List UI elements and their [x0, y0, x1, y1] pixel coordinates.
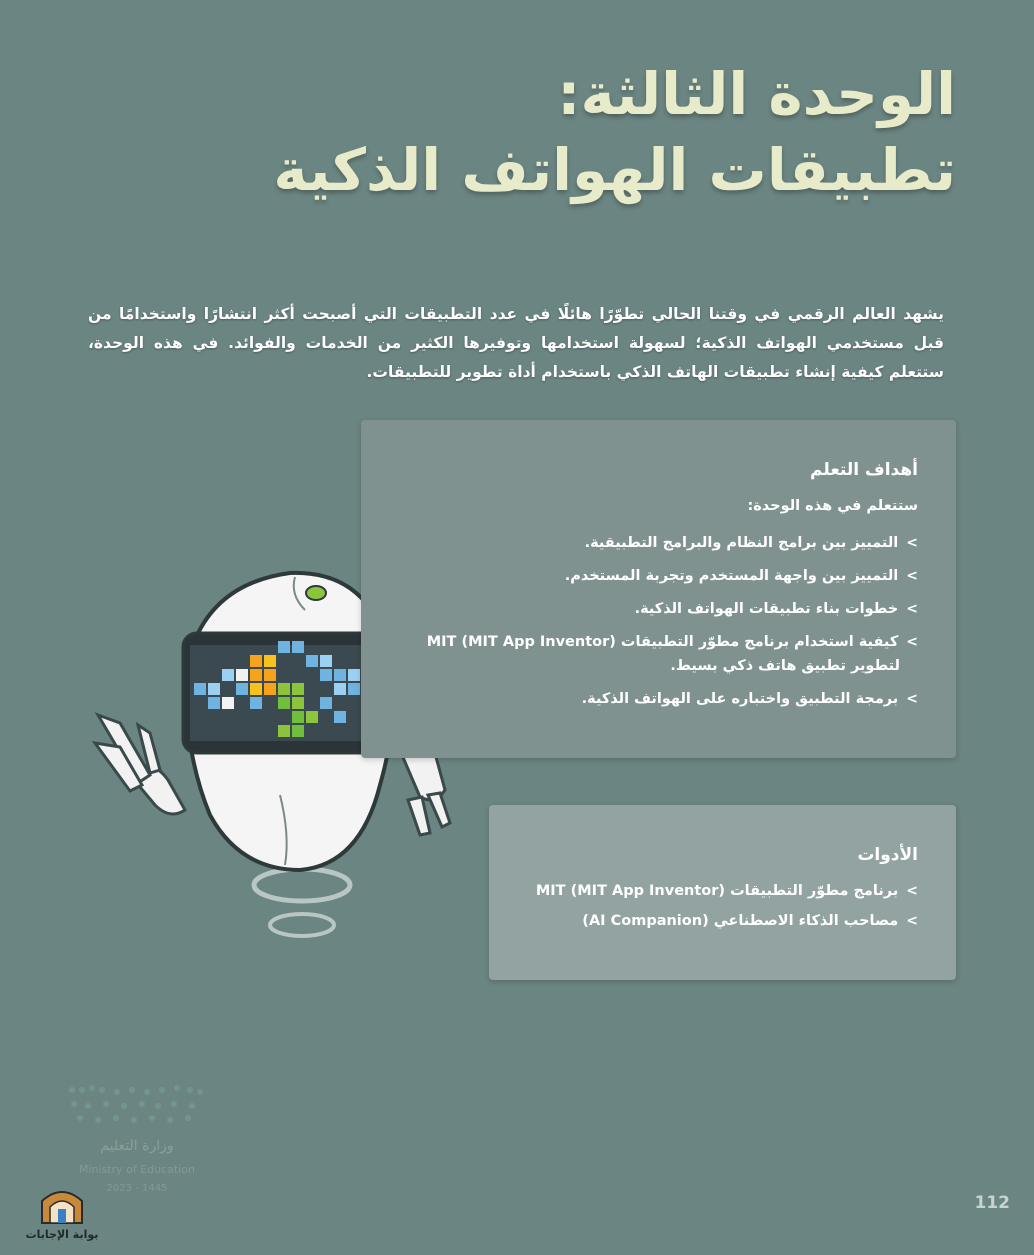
robot-sensor-light — [306, 586, 326, 600]
page-number: 112 — [974, 1193, 1010, 1213]
ministry-name: وزارة التعليم — [100, 1138, 174, 1154]
goal-item: >التمييز بين برامج النظام والبرامج التطبيقية. — [391, 531, 918, 555]
arrow-icon: > — [906, 883, 918, 899]
unit-title — [256, 56, 956, 208]
robot-left-hand — [95, 715, 185, 814]
unit-title-line2: تطبيقات الهواتف الذكية — [273, 136, 956, 204]
tool-item: >برنامج مطوّر التطبيقات MIT (MIT App Inventor) — [519, 879, 918, 903]
tools-card — [489, 805, 956, 980]
arrow-icon: > — [906, 634, 918, 650]
unit-title-line1: الوحدة الثالثة: — [557, 60, 956, 128]
learning-goals-heading: أهداف التعلم — [810, 460, 918, 480]
tools-list — [519, 879, 918, 942]
robot-visor-pixels — [190, 641, 376, 741]
ministry-name-english: Ministry of Education — [78, 1163, 195, 1176]
arrow-icon: > — [906, 568, 918, 584]
arrow-icon: > — [906, 601, 918, 617]
arrow-icon: > — [906, 535, 918, 551]
goal-item: >كيفية استخدام برنامج مطوّر التطبيقات MIT (MIT App Inventor) لتطوير تطبيق هاتف ذكي بسيط. — [391, 630, 918, 678]
arrow-icon: > — [906, 913, 918, 929]
tool-item: >مصاحب الذكاء الاصطناعي (AI Companion) — [519, 909, 918, 933]
tools-heading: الأدوات — [857, 845, 918, 865]
ministry-year: 2023 - 1445 — [106, 1183, 168, 1194]
learning-goals-card — [361, 420, 956, 758]
goal-item: >التمييز بين واجهة المستخدم وتجربة المستخدم. — [391, 564, 918, 588]
intro-paragraph: يشهد العالم الرقمي في وقتنا الحالي تطوّرًا هائلًا في عدد التطبيقات التي أصبحت أكثر انتشارًا واستخدامًا من قبل مستخدمي الهواتف الذكية؛ لسهولة استخدامها وتوفيرها الكثير من الخدمات والفوائد. في هذه الوحدة، ستتعلم كيفية إنشاء تطبيقات الهاتف الذكي باستخدام أداة تطوير للتطبيقات. — [88, 304, 944, 381]
goal-item: >برمجة التطبيق واختباره على الهواتف الذكية. — [391, 687, 918, 711]
goal-item: >خطوات بناء تطبيقات الهواتف الذكية. — [391, 597, 918, 621]
site-logo-text: بوابة الإجابات — [25, 1228, 99, 1241]
arrow-icon: > — [906, 691, 918, 707]
learning-goals-subheading: ستتعلم في هذه الوحدة: — [747, 498, 918, 514]
learning-goals-list — [391, 531, 918, 720]
